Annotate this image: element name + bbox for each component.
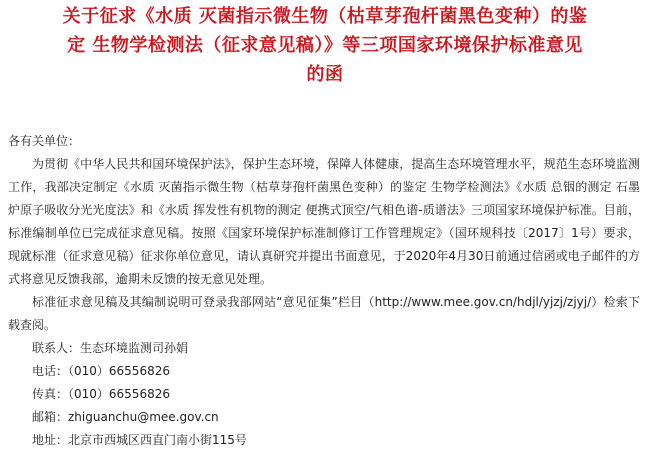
document-title <box>18 2 632 89</box>
salutation: 各有关单位： <box>8 134 81 148</box>
title-line-1: 关于征求《水质 灭菌指示微生物（枯草芽孢杆菌黑色变种）的鉴 <box>62 6 588 27</box>
title-line-2: 定 生物学检测法（征求意见稿）》等三项国家环境保护标准意见 <box>67 35 583 56</box>
paragraph-main: 为贯彻《中华人民共和国环境保护法》，保护生态环境，保障人体健康，提高生态环境管理水平，规范生态环境监测工作，我部决定制定《水质 灭菌指示微生物（枯草芽孢杆菌黑色变种）的鉴定 生物学检测法》《水质 总铟的测定 石墨炉原子吸收分光光度法》和《水质 挥发性有机物的测定 便携式顶空/气相色谱-质谱法》三项国家环境保护标准。目前，标准编制单位已完成征求意见稿。按照《国家环境保护标准制修订工作管理规定》（国环规科技〔2017〕1号）要求，现就标准（征求意见稿）征求你单位意见，请认真研究并提出书面意见，于2020年4月30日前通过信函或电子邮件的方式将意见反馈我部，逾期未反馈的按无意见处理。 <box>8 157 640 286</box>
title-line-3: 的函 <box>306 64 344 85</box>
contact-address: 地址：北京市西城区西直门南小街115号 <box>32 433 247 447</box>
contact-phone: 电话：（010）66556826 <box>32 364 170 378</box>
contact-fax: 传真：（010）66556826 <box>32 387 170 401</box>
contact-email: 邮箱：zhiguanchu@mee.gov.cn <box>32 410 219 424</box>
contact-person: 联系人：生态环境监测司孙娟 <box>32 341 189 355</box>
document-body <box>8 130 640 452</box>
paragraph-download-info: 标准征求意见稿及其编制说明可登录我部网站“意见征集”栏目（http://www.mee.gov.cn/hdjl/yjzj/zjyj/）检索下载查阅。 <box>8 295 640 332</box>
contact-block <box>8 337 640 452</box>
